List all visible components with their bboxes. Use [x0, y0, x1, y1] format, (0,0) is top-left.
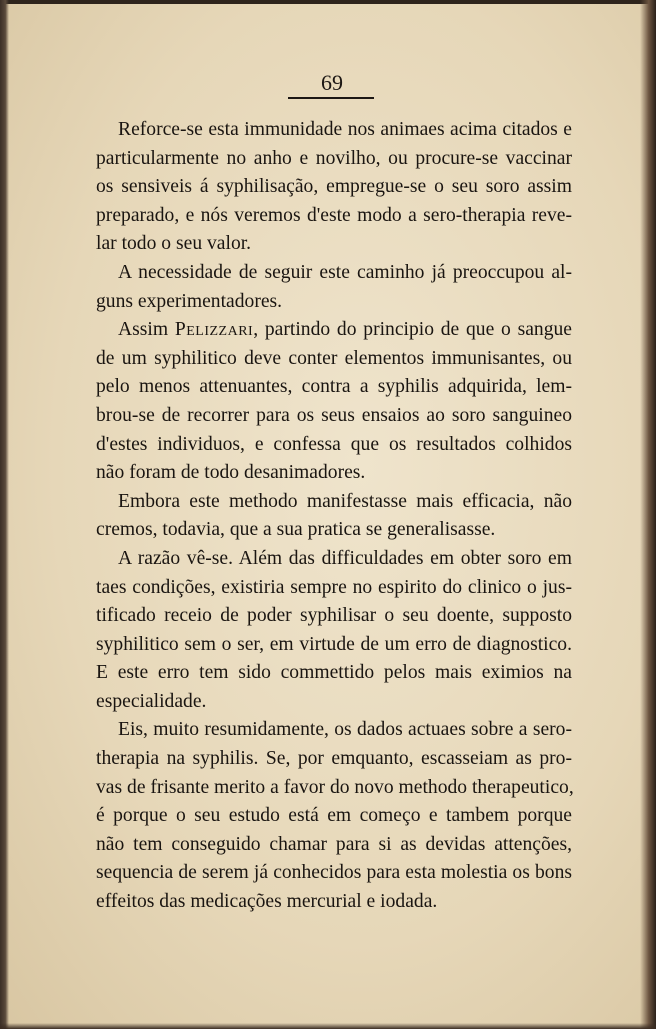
header-rule — [288, 97, 374, 99]
paragraph — [96, 316, 572, 488]
text-line: Embora este methodo manifestasse mais efficacia, não — [118, 490, 572, 512]
text-line: especialidade. — [96, 690, 207, 712]
paragraph — [96, 488, 572, 545]
page-top-edge — [0, 0, 656, 4]
author-name: Pelizzari — [174, 319, 254, 341]
text-line: pelo menos attenuantes, contra a syphilis adquirida, lem- — [96, 376, 572, 398]
page-number: 69 — [321, 70, 343, 95]
text-line: E este erro tem sido commettido pelos mais eximios na — [96, 662, 572, 684]
text-line: preparado, e nós veremos d'este modo a sero-therapia reve- — [96, 204, 572, 226]
text-line: não foram de todo desanimadores. — [96, 462, 366, 484]
text-line: tificado receio de poder syphilisar o seu doente, supposto — [96, 605, 572, 627]
text-line: guns experimentadores. — [96, 290, 283, 312]
text-line: lar todo o seu valor. — [96, 233, 252, 255]
body-text — [96, 116, 572, 917]
page-right-edge — [640, 0, 656, 1029]
text-line: syphilitico sem o ser, em virtude de um erro de diagnostico. — [96, 633, 572, 655]
text-line: sequencia de serem já conhecidos para esta molestia os bons — [96, 862, 572, 884]
text-line: brou-se de recorrer para os seus ensaios ao soro sanguineo — [96, 404, 572, 426]
text-line: particularmente no anho e novilho, ou procure-se vaccinar — [96, 147, 572, 169]
text-line: de um syphilitico deve conter elementos immunisantes, ou — [96, 347, 572, 369]
text-line: taes condições, existiria sempre no espirito do clinico o jus- — [96, 576, 572, 598]
text-line: é porque o seu estudo está em começo e tambem porque — [96, 805, 572, 827]
text-line: cremos, todavia, que a sua pratica se generalisasse. — [96, 519, 496, 541]
text-line: não tem conseguido chamar para si as devidas attenções, — [96, 833, 572, 855]
paragraph — [96, 545, 572, 717]
page-left-edge — [0, 0, 9, 1029]
text-line: A necessidade de seguir este caminho já preoccupou al- — [118, 261, 572, 283]
text-line: effeitos das medicações mercurial e iodada. — [96, 891, 438, 913]
text-line: therapia na syphilis. Se, por emquanto, escasseiam as pro- — [96, 748, 572, 770]
paragraph — [96, 259, 572, 316]
text-line: Eis, muito resumidamente, os dados actuaes sobre a sero- — [118, 719, 572, 741]
paragraph — [96, 116, 572, 259]
text-line: os sensiveis á syphilisação, empregue-se o seu soro assim — [96, 176, 572, 198]
text-line: vas de frisante merito a favor do novo methodo therapeutico, — [96, 776, 574, 798]
paragraph — [96, 716, 572, 916]
text-line: d'estes individuos, e confessa que os resultados colhidos — [96, 433, 572, 455]
text-line: A razão vê-se. Além das difficuldades em obter soro em — [118, 547, 572, 569]
page-bottom-edge — [0, 1023, 656, 1029]
text-line: Assim Pelizzari, partindo do principio de que o sangue — [118, 319, 573, 341]
text-line: Reforce-se esta immunidade nos animaes acima citados e — [118, 119, 572, 140]
